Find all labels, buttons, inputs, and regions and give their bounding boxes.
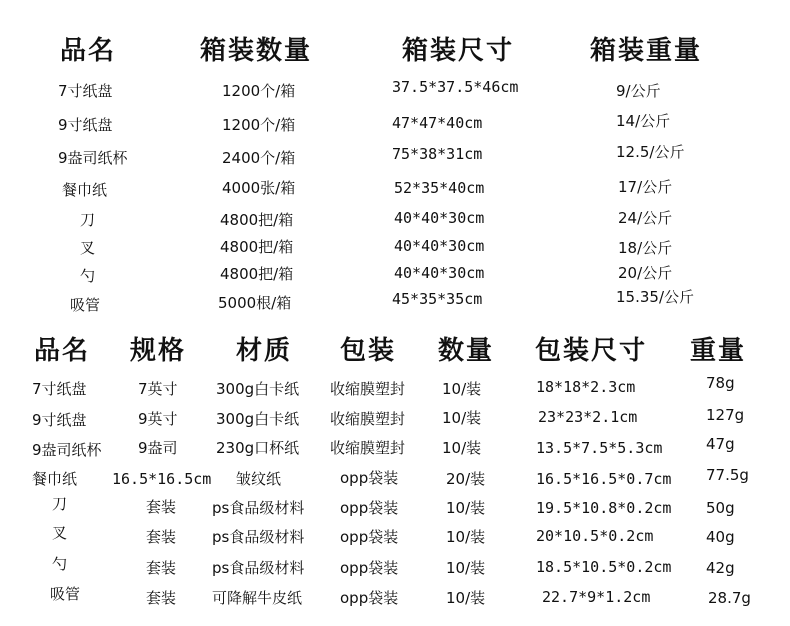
t2-cell-pack: opp袋装 [340, 528, 399, 546]
t1-cell-name: 9寸纸盘 [58, 116, 113, 134]
t2-cell-pack: 收缩膜塑封 [330, 410, 406, 428]
t2-cell-qty: 10/装 [446, 589, 486, 607]
t2-cell-size: 13.5*7.5*5.3cm [536, 439, 663, 457]
t1-cell-weight: 14/公斤 [616, 112, 671, 130]
t2-cell-name: 9盎司纸杯 [32, 441, 102, 459]
t1-cell-weight: 12.5/公斤 [616, 143, 685, 161]
t2-cell-qty: 20/装 [446, 470, 486, 488]
t2-cell-spec: 套装 [146, 498, 177, 516]
t1-cell-qty: 4800把/箱 [220, 211, 294, 229]
t2-cell-name: 吸管 [50, 585, 81, 603]
t1-cell-weight: 9/公斤 [616, 82, 661, 100]
t2-cell-material: ps食品级材料 [212, 559, 305, 577]
t1-cell-weight: 18/公斤 [618, 239, 673, 257]
t2-cell-spec: 套装 [146, 589, 177, 607]
t2-cell-size: 18*18*2.3cm [536, 378, 636, 396]
t1-cell-size: 40*40*30cm [394, 237, 485, 255]
t2-header-material: 材质 [236, 336, 293, 366]
t2-cell-name: 叉 [52, 524, 68, 542]
t1-cell-name: 叉 [80, 239, 96, 257]
t2-cell-size: 20*10.5*0.2cm [536, 527, 654, 545]
t2-header-qty: 数量 [438, 336, 495, 366]
t1-cell-size: 45*35*35cm [392, 290, 483, 308]
t1-cell-qty: 5000根/箱 [218, 294, 292, 312]
t1-cell-name: 吸管 [70, 296, 101, 314]
t1-cell-qty: 1200个/箱 [222, 82, 296, 100]
t2-cell-weight: 28.7g [708, 589, 751, 607]
t2-cell-name: 9寸纸盘 [32, 411, 87, 429]
t2-cell-qty: 10/装 [446, 528, 486, 546]
t2-cell-name: 7寸纸盘 [32, 380, 87, 398]
t1-header-name: 品名 [60, 36, 117, 66]
t1-cell-size: 40*40*30cm [394, 264, 485, 282]
t1-header-box-qty: 箱装数量 [200, 36, 313, 66]
t2-cell-name: 刀 [52, 495, 68, 513]
t1-cell-weight: 15.35/公斤 [616, 288, 694, 306]
t2-cell-name: 餐巾纸 [32, 470, 78, 488]
t2-cell-material: 300g白卡纸 [216, 380, 300, 398]
t1-cell-size: 75*38*31cm [392, 145, 483, 163]
t2-cell-material: 皱纹纸 [236, 470, 282, 488]
t2-header-pack: 包装 [340, 336, 397, 366]
t2-cell-size: 16.5*16.5*0.7cm [536, 470, 672, 488]
t2-cell-qty: 10/装 [446, 559, 486, 577]
t2-header-spec: 规格 [130, 336, 187, 366]
t2-cell-spec: 9盎司 [138, 439, 178, 457]
t2-cell-pack: opp袋装 [340, 499, 399, 517]
t1-cell-name: 勺 [80, 267, 96, 285]
t2-cell-spec: 7英寸 [138, 380, 178, 398]
t2-cell-pack: opp袋装 [340, 469, 399, 487]
t2-cell-spec: 9英寸 [138, 410, 178, 428]
t1-cell-weight: 20/公斤 [618, 264, 673, 282]
t2-cell-spec: 套装 [146, 528, 177, 546]
t1-cell-size: 40*40*30cm [394, 209, 485, 227]
t1-header-box-size: 箱装尺寸 [402, 36, 515, 66]
t2-cell-spec: 16.5*16.5cm [112, 470, 212, 488]
t1-cell-qty: 1200个/箱 [222, 116, 296, 134]
t1-cell-size: 47*47*40cm [392, 114, 483, 132]
t1-header-box-weight: 箱装重量 [590, 36, 703, 66]
t1-cell-size: 37.5*37.5*46cm [392, 78, 519, 96]
t1-cell-qty: 2400个/箱 [222, 149, 296, 167]
t2-cell-pack: opp袋装 [340, 589, 399, 607]
t2-cell-qty: 10/装 [446, 499, 486, 517]
t2-header-weight: 重量 [690, 336, 747, 366]
t2-cell-material: 230g口杯纸 [216, 439, 300, 457]
t1-cell-weight: 17/公斤 [618, 178, 673, 196]
t2-cell-pack: 收缩膜塑封 [330, 439, 406, 457]
t2-cell-material: ps食品级材料 [212, 528, 305, 546]
t1-cell-name: 9盎司纸杯 [58, 149, 128, 167]
t1-cell-name: 刀 [80, 211, 96, 229]
t2-cell-weight: 77.5g [706, 466, 749, 484]
t2-cell-qty: 10/装 [442, 409, 482, 427]
t2-cell-weight: 127g [706, 406, 745, 424]
t2-cell-size: 23*23*2.1cm [538, 408, 638, 426]
t1-cell-size: 52*35*40cm [394, 179, 485, 197]
t1-cell-qty: 4800把/箱 [220, 265, 294, 283]
t2-cell-weight: 50g [706, 499, 735, 517]
t2-cell-qty: 10/装 [442, 380, 482, 398]
t2-cell-size: 19.5*10.8*0.2cm [536, 499, 672, 517]
t2-header-pack-size: 包装尺寸 [535, 336, 648, 366]
t2-cell-weight: 47g [706, 435, 735, 453]
t1-cell-name: 餐巾纸 [62, 181, 108, 199]
t1-cell-name: 7寸纸盘 [58, 82, 113, 100]
t2-cell-size: 22.7*9*1.2cm [542, 588, 651, 606]
t2-cell-weight: 40g [706, 528, 735, 546]
t2-cell-material: 可降解牛皮纸 [212, 589, 303, 607]
t2-cell-pack: 收缩膜塑封 [330, 380, 406, 398]
t2-cell-pack: opp袋装 [340, 559, 399, 577]
t2-cell-name: 勺 [52, 555, 68, 573]
t2-header-name: 品名 [34, 336, 91, 366]
t1-cell-qty: 4800把/箱 [220, 238, 294, 256]
t2-cell-weight: 42g [706, 559, 735, 577]
t2-cell-material: 300g白卡纸 [216, 410, 300, 428]
t2-cell-material: ps食品级材料 [212, 499, 305, 517]
t2-cell-size: 18.5*10.5*0.2cm [536, 558, 672, 576]
t1-cell-qty: 4000张/箱 [222, 179, 296, 197]
t2-cell-qty: 10/装 [442, 439, 482, 457]
t1-cell-weight: 24/公斤 [618, 209, 673, 227]
t2-cell-weight: 78g [706, 374, 735, 392]
t2-cell-spec: 套装 [146, 559, 177, 577]
